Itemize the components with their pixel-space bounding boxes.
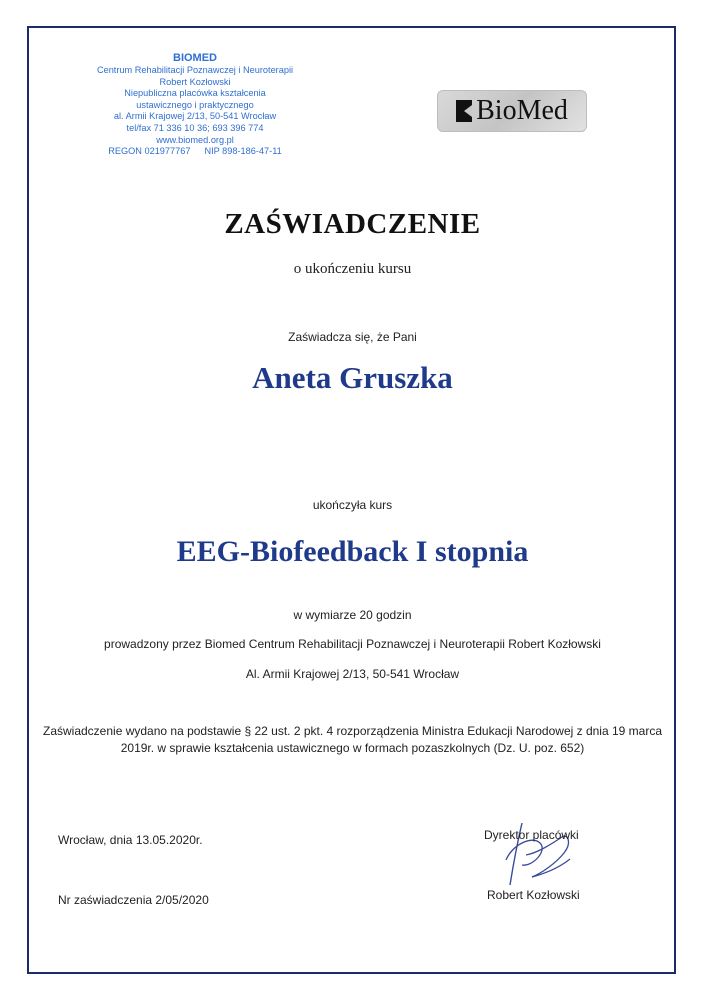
biomed-logo bbox=[437, 90, 587, 132]
director-name: Robert Kozłowski bbox=[487, 888, 580, 902]
certificate-number: Nr zaświadczenia 2/05/2020 bbox=[58, 893, 209, 907]
place-and-date: Wrocław, dnia 13.05.2020r. bbox=[58, 833, 203, 847]
stamp-nip: NIP 898-186-47-11 bbox=[204, 146, 282, 157]
completed-text: ukończyła kurs bbox=[312, 498, 393, 512]
signature-icon bbox=[492, 815, 582, 890]
stamp-line: ustawicznego i praktycznego bbox=[136, 99, 254, 110]
course-organizer: prowadzony przez Biomed Centrum Rehabilitacji Poznawczej i Neuroterapii Robert Kozłowski bbox=[104, 637, 601, 651]
logo-text: BioMed bbox=[476, 95, 568, 126]
course-name: EEG-Biofeedback I stopnia bbox=[176, 535, 529, 568]
stamp-line: tel/fax 71 336 10 36; 693 396 774 bbox=[126, 122, 264, 133]
stamp-line: al. Armii Krajowej 2/13, 50-541 Wrocław bbox=[113, 111, 277, 122]
certificate-title: ZAŚWIADCZENIE bbox=[224, 208, 481, 240]
stamp-line: www.biomed.org.pl bbox=[156, 134, 234, 145]
stamp-registry-line bbox=[60, 146, 330, 158]
director-title: Dyrektor placówki bbox=[484, 828, 579, 842]
certifies-text: Zaświadcza się, że Pani bbox=[288, 330, 417, 344]
biomed-logo-mark-icon bbox=[456, 100, 472, 122]
stamp-regon: REGON 021977767 bbox=[108, 146, 191, 157]
legal-basis: Zaświadczenie wydano na podstawie § 22 ust. 2 pkt. 4 rozporządzenia Ministra Edukacji Narodowej z dnia 19 marca 2019r. w sprawie kształcenia ustawicznego w formach pozaszkolnych (Dz. U. poz. 652) bbox=[43, 724, 662, 755]
stamp-title: BIOMED bbox=[173, 52, 217, 64]
recipient-name: Aneta Gruszka bbox=[252, 360, 453, 395]
certificate-subtitle: o ukończeniu kursu bbox=[293, 261, 412, 277]
stamp-line: Robert Kozłowski bbox=[159, 76, 231, 87]
course-hours: w wymiarze 20 godzin bbox=[293, 608, 412, 622]
organizer-address: Al. Armii Krajowej 2/13, 50-541 Wrocław bbox=[245, 667, 460, 681]
stamp-line: Niepubliczna placówka kształcenia bbox=[124, 88, 266, 99]
stamp-line: Centrum Rehabilitacji Poznawczej i Neuroterapii bbox=[96, 65, 294, 75]
institution-stamp bbox=[60, 52, 330, 158]
